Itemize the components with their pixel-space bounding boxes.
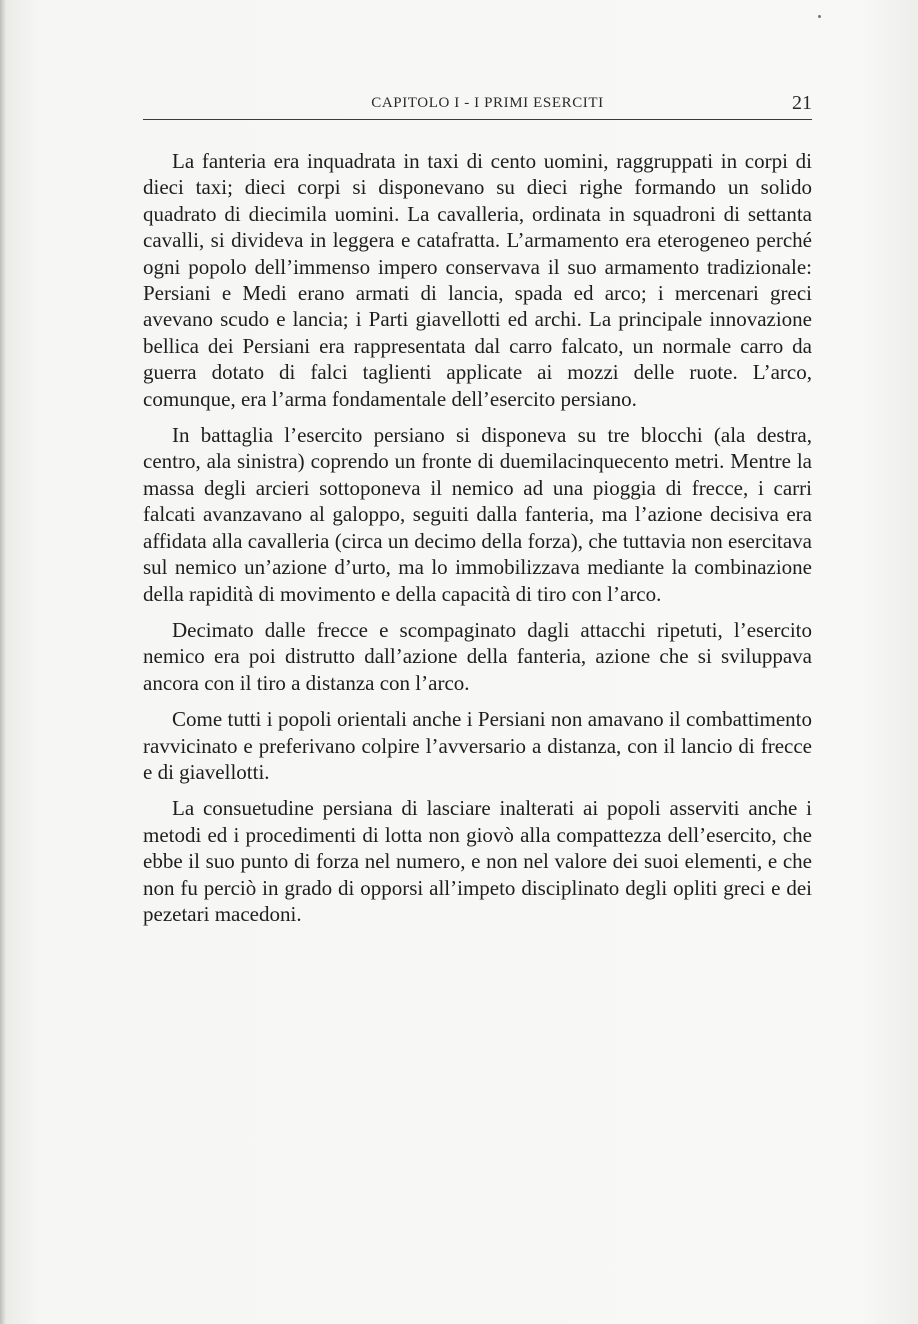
paragraph: La consuetudine persiana di lasciare inalterati ai popoli asserviti anche i metodi ed i procedimenti di lotta non giovò alla compattezza dell’esercito, che ebbe il suo punto di forza nel numero, e non nel valore dei suoi elementi, e che non fu perciò in grado di opporsi all’impeto disciplinato degli opliti greci e dei pezetari macedoni. [143,796,812,926]
paragraph: Decimato dalle frecce e scompaginato dagli attacchi ripetuti, l’esercito nemico era poi distrutto dall’azione della fanteria, azione che si sviluppava ancora con il tiro a distanza con l’arco. [143,617,812,695]
page-gutter-shadow [0,0,6,1324]
running-header [143,91,812,120]
page-number: 21 [792,92,812,114]
paragraph: In battaglia l’esercito persiano si disponeva su tre blocchi (ala destra, centro, ala sinistra) coprendo un fronte di duemilacinquecento metri. Mentre la massa degli arcieri sottoponeva il nemico ad una pioggia di frecce, i carri falcati avanzavano al galoppo, seguiti dalla fanteria, ma l’azione decisiva era affidata alla cavalleria (circa un decimo della forza), che tuttavia non esercitava sul nemico un’azione d’urto, ma lo immobilizzava mediante la combinazione della rapidità di movimento e della capacità di tiro con l’arco. [143,423,812,606]
paragraph: Come tutti i popoli orientali anche i Persiani non amavano il combattimento ravvicinato e preferivano colpire l’avversario a distanza, con il lancio di frecce e di giavellotti. [143,707,812,784]
scan-speck [818,15,821,18]
paragraph: La fanteria era inquadrata in taxi di cento uomini, raggruppati in corpi di dieci taxi; dieci corpi si disponevano su dieci righe formando un solido quadrato di diecimila uomini. La cavalleria, ordinata in squadroni di settanta cavalli, si divideva in leggera e catafratta. L’armamento era eterogeneo perché ogni popolo dell’immenso impero conservava il suo armamento tradizionale: Persiani e Medi erano armati di lancia, spada ed arco; i mercenari greci avevano scudo e lancia; i Parti giavellotti ed archi. La principale innovazione bellica dei Persiani era rappresentata dal carro falcato, un normale carro da guerra dotato di falci taglienti applicate ai mozzi delle ruote. L’arco, comunque, era l’arma fondamentale dell’esercito persiano. [143,149,812,411]
body-text [143,148,812,937]
chapter-title: CAPITOLO I - I PRIMI ESERCITI [371,95,604,111]
